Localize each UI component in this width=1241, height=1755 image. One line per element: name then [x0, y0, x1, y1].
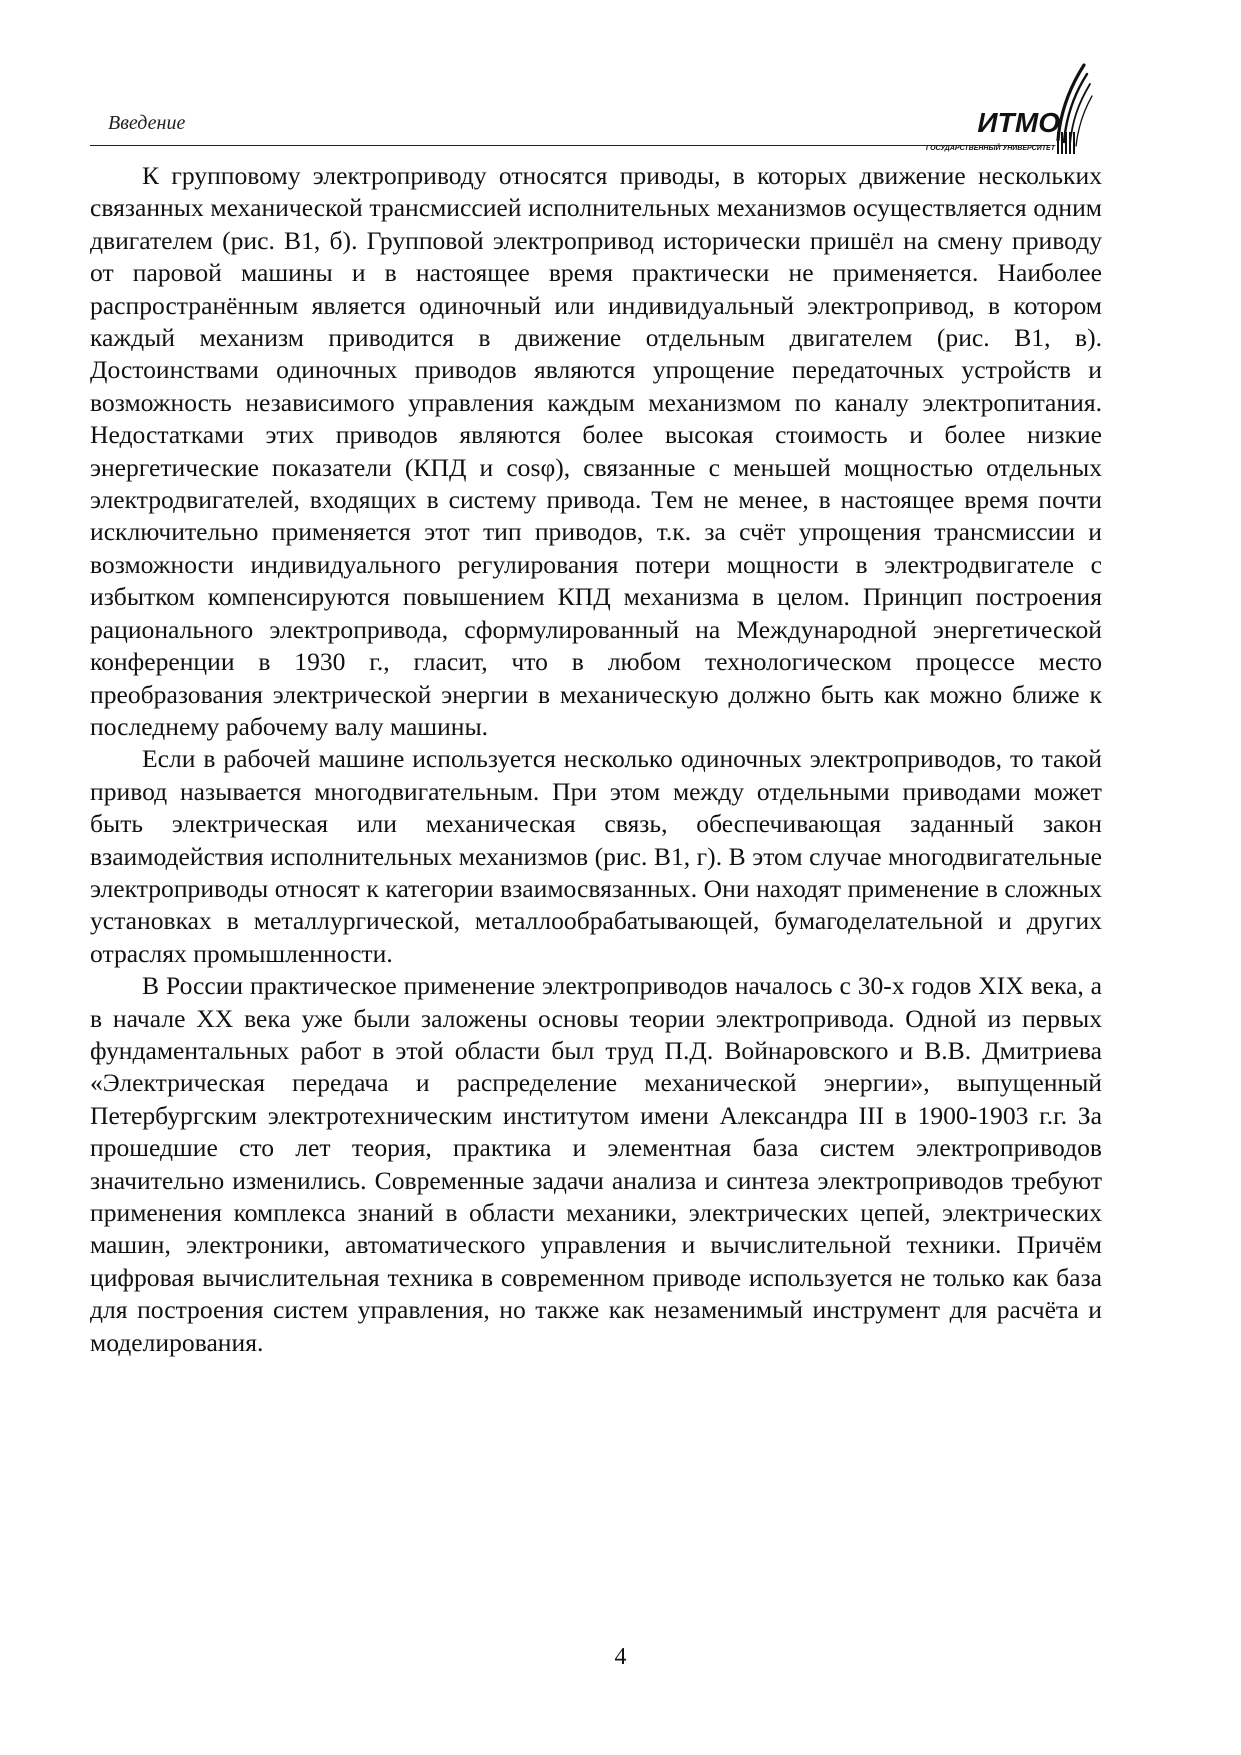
paragraph-2: Если в рабочей машине используется несколько одиночных электроприводов, то такой привод называется многодвигательным. При этом между отдельными приводами может быть электрическая или механическая связь, обеспечивающая заданный закон взаимодействия исполнительных механизмов (рис. В1, г). В этом случае многодвигательные электроприводы относят к категории взаимосвязанных. Они находят применение в сложных установках в металлургической, металлообрабатывающей, бумагоделательной и других отраслях промышленности. [90, 744, 1102, 968]
body-text [90, 160, 1102, 1359]
itmo-logo-graphic [908, 60, 1098, 160]
logo-wordmark: ИТМО [977, 107, 1060, 138]
running-header [90, 60, 1100, 160]
paragraph-3: В России практическое применение электроприводов началось с 30-х годов XIX века, а в начале XX века уже были заложены основы теории электропривода. Одной из первых фундаментальных работ в этой области был труд П.Д. Войнаровского и В.В. Дмитриева «Электрическая передача и распределение механической энергии», выпущенный Петербургским электротехническим институтом имени Александра III в 1900-1903 г.г. За прошедшие сто лет теория, практика и элементная база систем электроприводов значительно изменились. Современные задачи анализа и синтеза электроприводов требуют применения комплекса знаний в области механики, электрических цепей, электрических машин, электроники, автоматического управления и вычислительной техники. Причём цифровая вычислительная техника в современном приводе используется не только как база для построения систем управления, но также как незаменимый инструмент для расчёта и моделирования. [90, 971, 1102, 1357]
paragraph-1: К групповому электроприводу относятся приводы, в которых движение нескольких связанных механической трансмиссией исполнительных механизмов осуществляется одним двигателем (рис. В1, б). Групповой электропривод исторически пришёл на смену приводу от паровой машины и в настоящее время практически не применяется. Наиболее распространённым является одиночный или индивидуальный электропривод, в котором каждый механизм приводится в движение отдельным двигателем (рис. В1, в). Достоинствами одиночных приводов являются упрощение передаточных устройств и возможность независимого управления каждым механизмом по каналу электропитания. Недостатками этих приводов являются более высокая стоимость и более низкие энергетические показатели (КПД и cosφ), связанные с меньшей мощностью отдельных электродвигателей, входящих в систему привода. Тем не менее, в настоящее время почти исключительно применяется этот тип приводов, т.к. за счёт упрощения трансмиссии и возможности индивидуального регулирования потери мощности в электродвигателе с избытком компенсируются повышением КПД механизма в целом. Принцип построения рационального электропривода, сформулированный на Международной энергетической конференции в 1930 г., гласит, что в любом технологическом процессе место преобразования электрической энергии в механическую должно быть как можно ближе к последнему рабочему валу машины. [90, 161, 1102, 741]
section-title: Введение [108, 112, 186, 134]
logo-tagline: ГОСУДАРСТВЕННЫЙ УНИВЕРСИТЕТ [925, 145, 1055, 152]
page-number: 4 [614, 1644, 627, 1670]
itmo-logo [908, 60, 1098, 160]
header-rule [90, 145, 1050, 146]
